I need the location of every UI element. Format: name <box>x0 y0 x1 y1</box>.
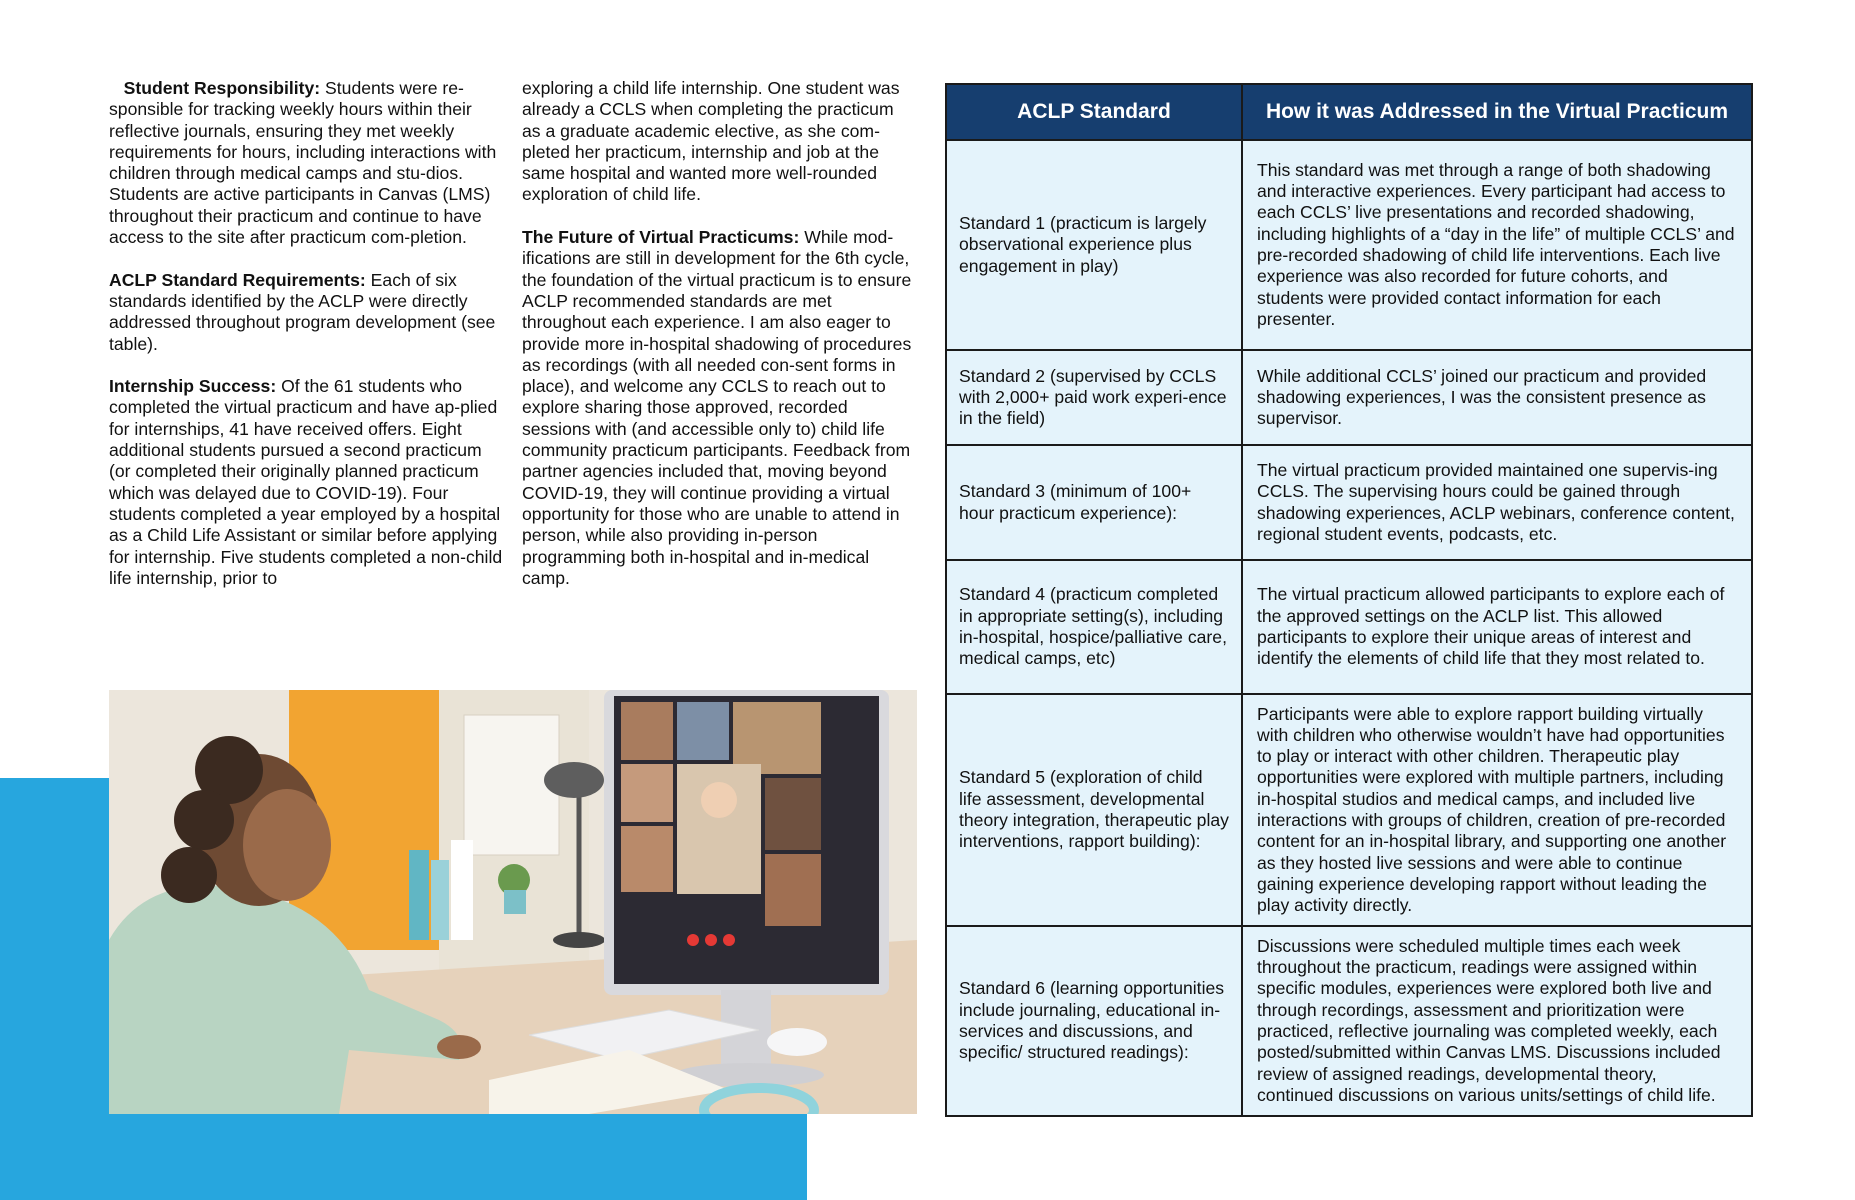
paragraph-future-of-virtual-practicums <box>522 227 917 589</box>
paragraph-body: Of the 61 students who completed the virtual practicum and have ap-plied for internships, 41 have received offers. Eight additional students pursued a second practicum (or completed their originally planned practicum which was delayed due to COVID-19). Four students completed a year employed by a hospital as a Child Life Assistant or similar before applying for internship. Five students completed a non-child life internship, prior to <box>109 376 503 588</box>
standard-cell: Standard 2 (supervised by CCLS with 2,000+ paid work experi-ence in the field) <box>946 350 1242 445</box>
paragraph-body: exploring a child life internship. One student was already a CCLS when completing the practicum as a graduate academic elective, as she com-pleted her practicum, internship and job at the same hospital and wanted more well-rounded exploration of child life. <box>522 78 900 205</box>
standard-cell: Standard 4 (practicum completed in appropriate setting(s), including in-hospital, hospice/palliative care, medical camps, etc) <box>946 560 1242 694</box>
heading-student-responsibility: Student Responsibility: <box>123 78 321 98</box>
standard-cell: Standard 1 (practicum is largely observational experience plus engagement in play) <box>946 140 1242 350</box>
paragraph-internship-success <box>109 376 504 589</box>
heading-future-of-virtual-practicums: The Future of Virtual Practicums: <box>522 227 800 248</box>
table-row <box>946 694 1752 926</box>
paragraph-continued <box>522 78 917 206</box>
table-row <box>946 350 1752 445</box>
addressed-cell: While additional CCLS’ joined our practicum and provided shadowing experiences, I was the consistent presence as supervisor. <box>1242 350 1752 445</box>
table-header-row <box>946 84 1752 140</box>
paragraph-body: While mod-ifications are still in development for the 6th cycle, the foundation of the virtual practicum is to ensure ACLP recommended standards are met throughout each experience. I am also eager to provide more in-hospital shadowing of procedures as recordings (with all needed con-sent forms in place), and welcome any CCLS to reach out to explore sharing those approved, recorded sessions with (and accessible only to) child life community practicum participants. Feedback from partner agencies included that, moving beyond COVID-19, they will continue providing a virtual opportunity for those who are unable to attend in person, while also providing in-person programming both in-hospital and in-medical camp. <box>522 227 912 588</box>
paragraph-student-responsibility <box>109 78 504 248</box>
addressed-cell: Discussions were scheduled multiple times each week throughout the practicum, readings were assigned within specific modules, experiences were explored both live and through recordings, assessment and prioritization were practiced, reflective journaling was completed weekly, each posted/submitted within Canvas LMS. Discussions included review of assigned readings, developmental theory, continued discussions on various units/settings of child life. <box>1242 926 1752 1116</box>
addressed-cell: The virtual practicum allowed participants to explore each of the approved settings on the ACLP list. This allowed participants to explore their unique areas of interest and identify the elements of child life that they most related to. <box>1242 560 1752 694</box>
addressed-cell: Participants were able to explore rapport building virtually with children who otherwise wouldn’t have had opportunities to play or interact with other children. Therapeutic play opportunities were explored with multiple partners, including in-hospital studios and medical camps, and included live interactions with groups of children, creation of pre-recorded content for an in-hospital library, and supporting one another as they hosted live sessions and were able to continue gaining experience developing rapport without leading the play activity directly. <box>1242 694 1752 926</box>
student-video-call-photo <box>109 690 917 1114</box>
paragraph-body: Students were re-sponsible for tracking weekly hours within their reflective journals, ensuring they met weekly requirements for hours, including interactions with children through medical camps and stu-dios. Students are active participants in Canvas (LMS) throughout their practicum and continue to have access to the site after practicum com-pletion. <box>109 78 497 248</box>
table-row <box>946 560 1752 694</box>
addressed-cell: This standard was met through a range of both shadowing and interactive experiences. Every participant had access to each CCLS’ live presentations and recorded shadowing, including highlights of a “day in the life” of multiple CCLS’ and pre-recorded shadowing of child life interventions. Each live experience was also recorded for future cohorts, and students were provided contact information for each presenter. <box>1242 140 1752 350</box>
text-column-left <box>109 78 504 610</box>
standard-cell: Standard 3 (minimum of 100+ hour practicum experience): <box>946 445 1242 560</box>
table-row <box>946 926 1752 1116</box>
paragraph-body: Each of six standards identified by the ACLP were directly addressed throughout program development (see table). <box>109 269 496 354</box>
heading-aclp-standard-requirements: ACLP Standard Requirements: <box>109 269 366 290</box>
header-aclp-standard: ACLP Standard <box>946 84 1242 140</box>
table-row <box>946 140 1752 350</box>
photo-illustration <box>109 690 917 1114</box>
standard-cell: Standard 6 (learning opportunities include journaling, educational in-services and discussions, and specific/ structured readings): <box>946 926 1242 1116</box>
aclp-standards-table <box>945 83 1753 1117</box>
addressed-cell: The virtual practicum provided maintained one supervis-ing CCLS. The supervising hours could be gained through shadowing experiences, ACLP webinars, conference content, regional student events, podcasts, etc. <box>1242 445 1752 560</box>
standard-cell: Standard 5 (exploration of child life assessment, developmental theory integration, therapeutic play interventions, rapport building): <box>946 694 1242 926</box>
text-column-middle <box>522 78 917 610</box>
table-row <box>946 445 1752 560</box>
heading-internship-success: Internship Success: <box>109 376 277 397</box>
paragraph-aclp-standard-requirements <box>109 270 504 355</box>
header-how-addressed: How it was Addressed in the Virtual Practicum <box>1242 84 1752 140</box>
